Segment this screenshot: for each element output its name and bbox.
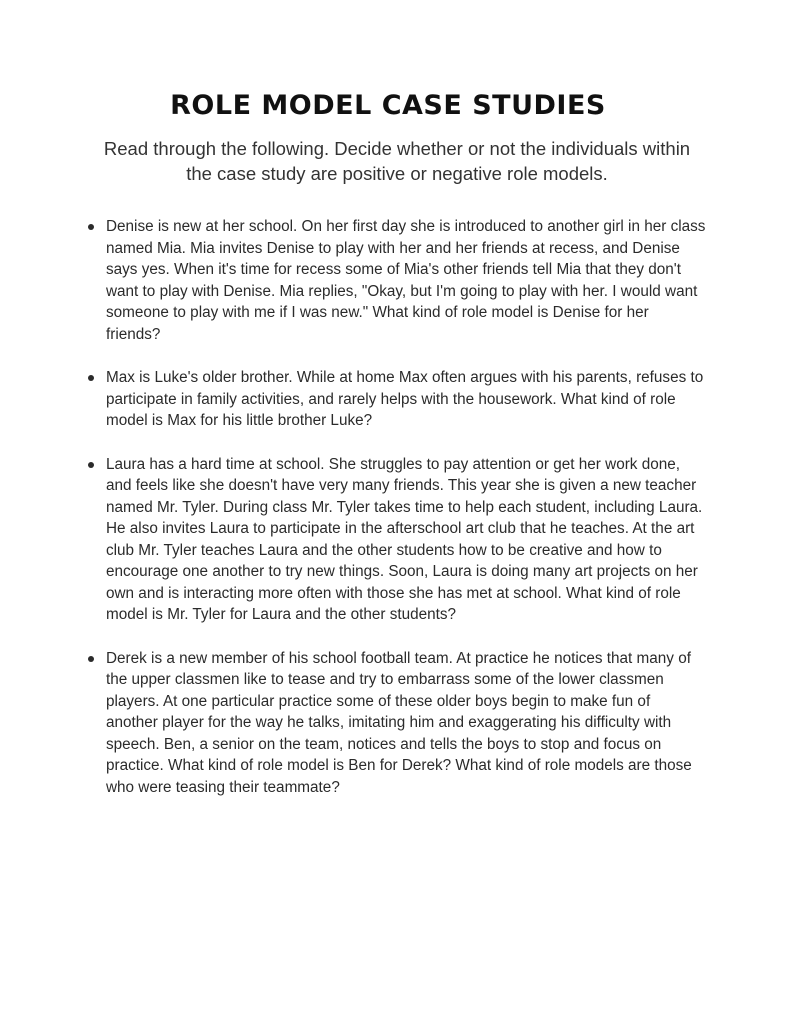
case-study-item [86, 367, 706, 432]
bullet-icon [88, 462, 94, 468]
case-study-text: Max is Luke's older brother. While at home Max often argues with his parents, refuses to participate in family activities, and rarely helps with the housework. What kind of role model is Max for his little brother Luke? [106, 369, 704, 429]
case-study-text: Derek is a new member of his school football team. At practice he notices that many of the upper classmen like to tease and try to embarrass some of the lower classmen players. At one particular practice some of these older boys begin to make fun of another player for the way he talks, imitating him and exaggerating his difficulty with speech. Ben, a senior on the team, notices and tells the boys to stop and focus on practice. What kind of role model is Ben for Derek? What kind of role models are those who were teasing their teammate? [106, 649, 692, 796]
bullet-icon [88, 224, 94, 230]
case-study-item [86, 648, 706, 799]
bullet-icon [88, 375, 94, 381]
case-study-item [86, 216, 706, 345]
instructions: Read through the following. Decide whether or not the individuals within the case study are positive or negative role models. [103, 138, 691, 184]
case-study-text: Laura has a hard time at school. She struggles to pay attention or get her work done, and feels like she doesn't have very many friends. This year she is given a new teacher named Mr. Tyler. During class Mr. Tyler takes time to help each student, including Laura. He also invites Laura to participate in the afterschool art club that he teaches. At the art club Mr. Tyler teaches Laura and the other students how to be creative and how to encourage one another to try new things. Soon, Laura is doing many art projects on her own and is interacting more often with those she has met at school. What kind of role model is Mr. Tyler for Laura and the other students? [106, 455, 703, 623]
case-study-list [86, 216, 706, 820]
case-study-text: Denise is new at her school. On her first day she is introduced to another girl in her class named Mia. Mia invites Denise to play with her and her friends at recess, and Denise says yes. When it's time for recess some of Mia's other friends tell Mia that they don't want to play with Denise. Mia replies, "Okay, but I'm going to play with her. I would want someone to play with me if I was new." What kind of role model is Denise for her friends? [106, 218, 706, 343]
page-title: ROLE MODEL CASE STUDIES [170, 90, 606, 121]
bullet-icon [88, 656, 94, 662]
case-study-item [86, 454, 706, 626]
